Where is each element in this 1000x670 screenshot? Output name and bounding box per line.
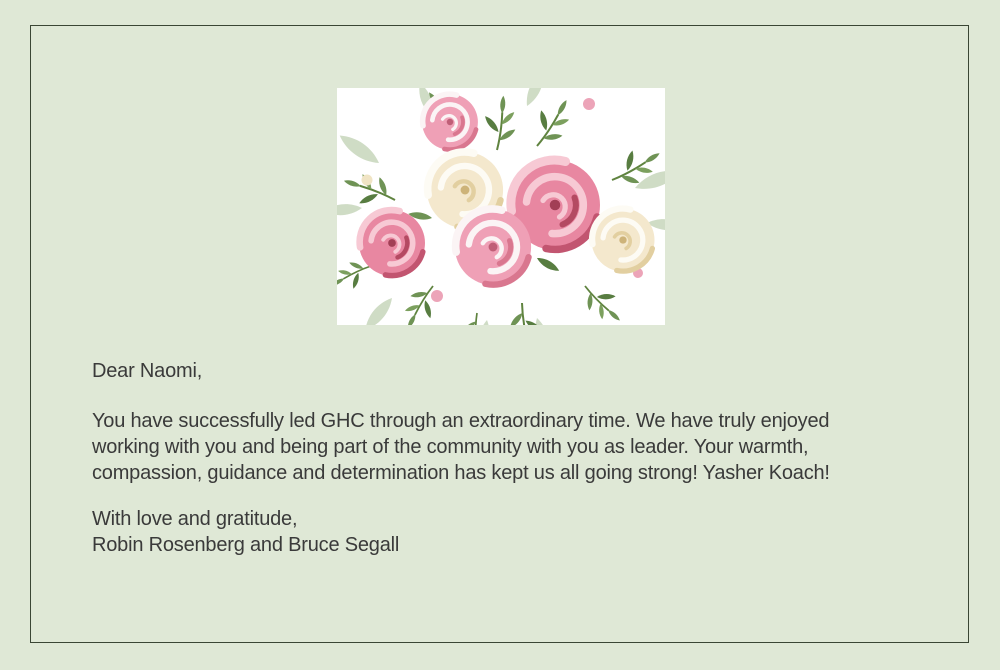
body-line-3: compassion, guidance and determination has kept us all going strong! Yasher Koach! <box>92 462 830 484</box>
body-line-2: working with you and being part of the community with you as leader. Your warmth, <box>92 436 809 458</box>
rose-bouquet-svg <box>337 88 665 325</box>
rose-bouquet-illustration <box>337 88 665 325</box>
signature-line: Robin Rosenberg and Bruce Segall <box>92 534 400 556</box>
card-text <box>92 358 892 558</box>
closing-line: With love and gratitude, <box>92 508 298 530</box>
card-body <box>92 408 892 486</box>
body-line-1: You have successfully led GHC through an extraordinary time. We have truly enjoyed <box>92 410 830 432</box>
greeting-line: Dear Naomi, <box>92 360 203 382</box>
